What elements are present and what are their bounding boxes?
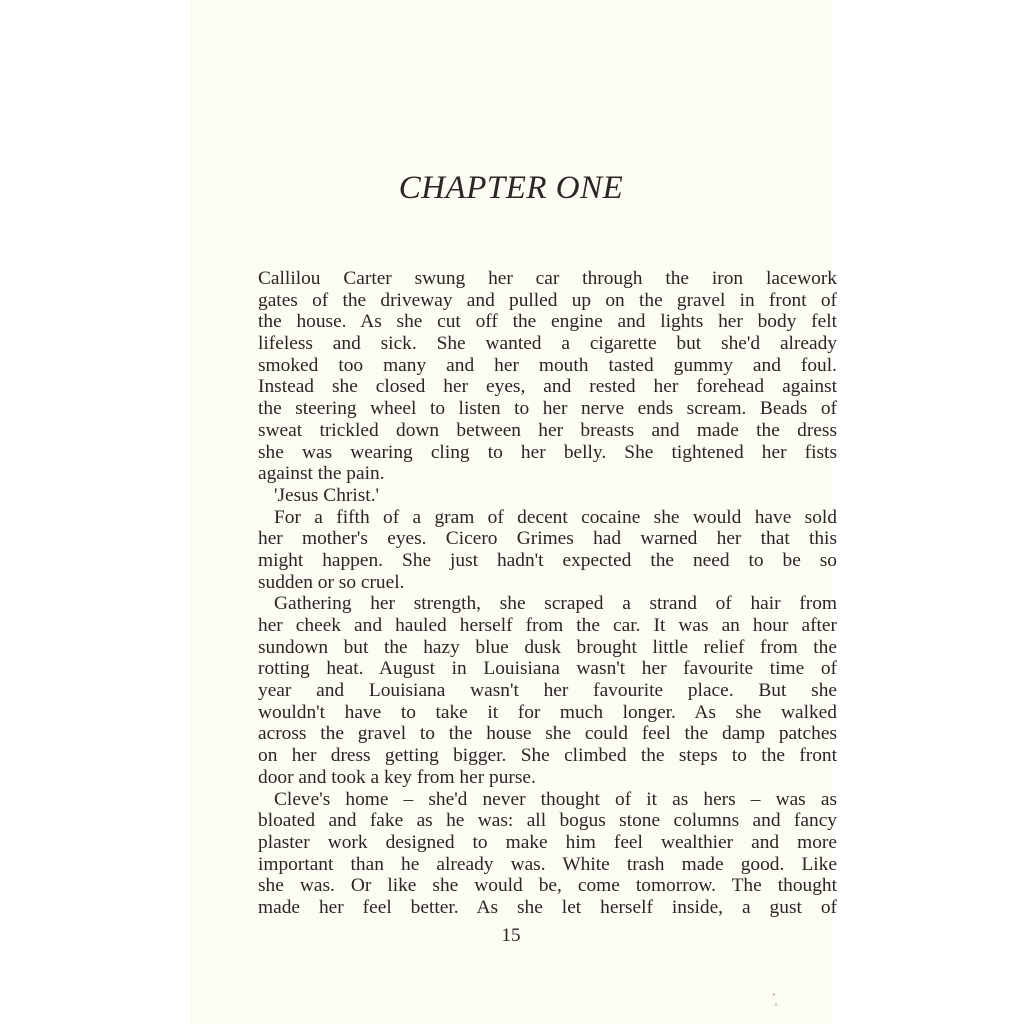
text-line: on her dress getting bigger. She climbed the steps to the front — [258, 745, 837, 767]
text-line: year and Louisiana wasn't her favourite place. But she — [258, 680, 837, 702]
text-line: her mother's eyes. Cicero Grimes had warned her that this — [258, 528, 837, 550]
text-line: might happen. She just hadn't expected the need to be so — [258, 549, 837, 571]
text-line: made her feel better. As she let herself inside, a gust of — [258, 896, 837, 918]
text-line: bloated and fake as he was: all bogus stone columns and fancy — [258, 810, 837, 832]
text-line: the house. As she cut off the engine and lights her body felt — [258, 311, 837, 333]
text-line: sundown but the hazy blue dusk brought little relief from the — [258, 636, 837, 658]
text-line: against the pain. — [258, 463, 385, 485]
text-line: door and took a key from her purse. — [258, 766, 536, 788]
page-speck — [775, 1003, 777, 1006]
text-line: she was. Or like she would be, come tomorrow. The thought — [258, 875, 837, 897]
text-line: Cleve's home – she'd never thought of it as hers – was as — [274, 788, 837, 810]
text-line: lifeless and sick. She wanted a cigarette but she'd already — [258, 333, 837, 355]
body-text — [258, 268, 837, 919]
text-line: Instead she closed her eyes, and rested her forehead against — [258, 376, 837, 398]
text-line: sudden or so cruel. — [258, 571, 405, 593]
text-line: smoked too many and her mouth tasted gummy and foul. — [258, 354, 837, 376]
page-number: 15 — [501, 925, 521, 946]
text-line: plaster work designed to make him feel wealthier and more — [258, 831, 837, 853]
page-speck — [773, 993, 775, 996]
text-line: rotting heat. August in Louisiana wasn't her favourite time of — [258, 658, 837, 680]
chapter-title: CHAPTER ONE — [398, 170, 624, 206]
text-line: important than he already was. White trash made good. Like — [258, 853, 837, 875]
text-line: wouldn't have to take it for much longer. As she walked — [258, 701, 837, 723]
text-line: she was wearing cling to her belly. She tightened her fists — [258, 441, 837, 463]
text-line: Gathering her strength, she scraped a strand of hair from — [274, 593, 837, 615]
text-line: the steering wheel to listen to her nerve ends scream. Beads of — [258, 398, 837, 420]
text-line: For a fifth of a gram of decent cocaine she would have sold — [274, 506, 837, 528]
text-line: gates of the driveway and pulled up on the gravel in front of — [258, 289, 837, 311]
text-line: her cheek and hauled herself from the car. It was an hour after — [258, 615, 837, 636]
text-line: sweat trickled down between her breasts and made the dress — [258, 419, 837, 441]
book-page — [190, 0, 837, 1024]
text-line: 'Jesus Christ.' — [274, 484, 380, 506]
text-line: across the gravel to the house she could feel the damp patches — [258, 723, 837, 745]
text-line: Callilou Carter swung her car through the iron lacework — [258, 268, 837, 289]
